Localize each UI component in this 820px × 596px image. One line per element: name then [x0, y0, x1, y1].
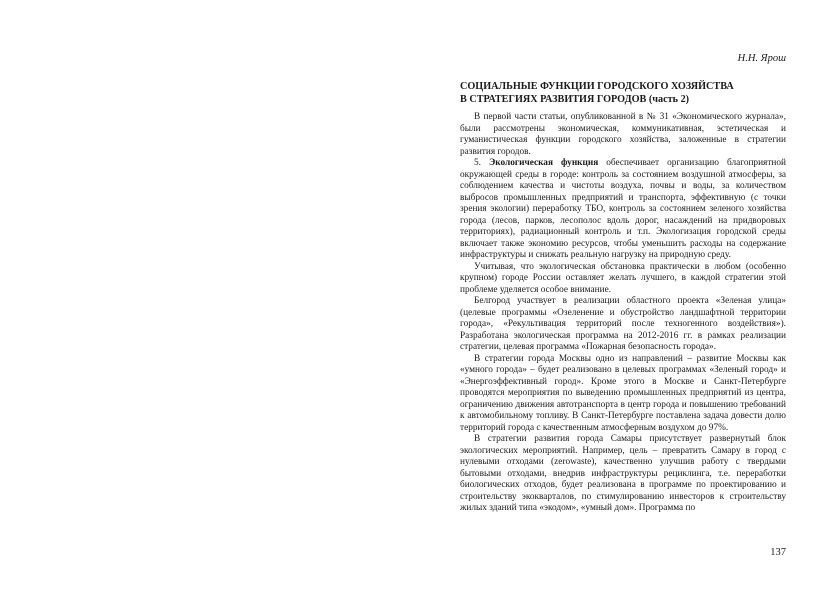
section-lead-term: Экологическая функция: [488, 158, 599, 168]
article-title: [460, 80, 786, 106]
running-head-author: Н.Н. Ярош: [737, 53, 786, 64]
paragraph-russia-context: Учитывая, что экологическая обстановка практически в любом (особенно крупном) городе России оставляет желать лучшего, в каждой стратегии этой проблеме уделяется особое внимание.: [460, 261, 786, 295]
section-number: 5.: [474, 158, 489, 168]
article-title-line: В СТРАТЕГИЯХ РАЗВИТИЯ ГОРОДОВ (часть 2): [460, 94, 690, 105]
paragraph-ecological-function: [460, 158, 786, 262]
document-page: [460, 52, 786, 582]
section-text: обеспечивает организацию благоприятной окружающей среды в городе: контроль за состоянием воздушной атмосферы, за соблюдением качества и чистоты воздуха, почвы и воды, за количеством выбросов промышленных предприятий и транспорта, эффективную (с точки зрения экологии) переработку ТБО, контроль за состоянием зеленого хозяйства города (лесов, парков, лесополос вдоль дорог, насаждений на придворовых территориях), радиационный контроль и т.п. Экологизация городской среды включает также экономию ресурсов, чтобы уменьшить расходы на содержание инфраструктуры и снижать реальную нагрузку на природную среду.: [460, 158, 786, 260]
article-body: [460, 112, 786, 515]
paragraph-moscow: В стратегии города Москвы одно из направлений – развитие Москвы как «умного города» – будет реализовано в целевых программах «Зеленый город» и «Энергоэффективный город». Кроме этого в Москве и Санкт-Петербурге проводятся мероприятия по выведению промышленных предприятий из центра, ограничению движения автотранспорта в центр города и повышению требований к автомобильному топливу. В Санкт-Петербурге поставлена задача довести долю территорий города с качественным атмосферным воздухом до 97%.: [460, 353, 786, 433]
article-title-line: СОЦИАЛЬНЫЕ ФУНКЦИИ ГОРОДСКОГО ХОЗЯЙСТВА: [460, 81, 734, 92]
paragraph-belgorod: Белгород участвует в реализации областного проекта «Зеленая улица» (целевые программы «Озеленение и обустройство ландшафтной территории города», «Рекультивация территорий после техногенного воздействия»). Разработана экологическая программа на 2012-2016 гг. в рамках реализации стратегии, целевая программа «Пожарная безопасность города».: [460, 296, 786, 352]
paragraph-intro: В первой части статьи, опубликованной в № 31 «Экономического журнала», были рассмотрены экономическая, коммуникативная, эстетическая и гуманистическая функции городского хозяйства, заложенные в стратегии развития городов.: [460, 112, 786, 157]
page-number: 137: [770, 547, 786, 558]
paragraph-samara: В стратегии развития города Самары присутствует развернутый блок экологических мероприятий. Например, цель – превратить Самару в город с нулевыми отходами (zerowaste), качественно улучшив работу с твердыми бытовыми отходами, внедрив инфраструктуры рециклинга, т.е. переработки биологических отходов, будет реализована в программе по проектированию и строительству экокварталов, по стимулированию инвесторов к строительству жилых зданий типа «экодом», «умный дом». Программа по: [460, 434, 786, 513]
